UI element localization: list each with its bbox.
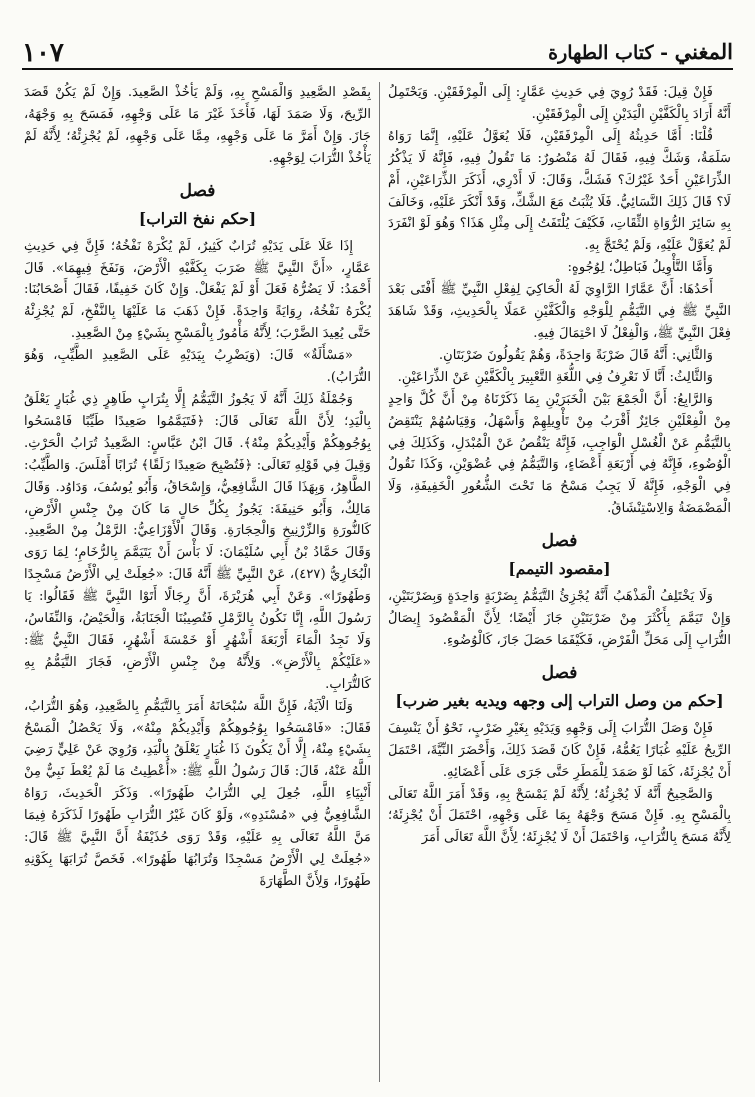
text-paragraph: أَحَدُهَا: أَنَّ عَمَّارًا الرَّاوِيَ لَهُ الْحَاكِيَ لِفِعْلِ النَّبِيِّ ﷺ أَفْتَى بَعْدَ النَّبِيِّ ﷺ فِي التَّيَمُّمِ لِلْوَجْهِ وَالْكَفَّيْنِ عَمَلًا بِالْحَدِيثِ، وَقَدْ شَاهَدَ فِعْلَ النَّبِيِّ ﷺ، وَالْفِعْلُ لَا احْتِمَالَ فِيهِ. [388,282,731,341]
title-separator: - [653,42,675,64]
text-paragraph: وَلَا يَخْتَلِفُ الْمَذْهَبُ أَنَّهُ يُجْزِئُ التَّيَمُّمُ بِضَرْبَةٍ وَاحِدَةٍ وَبِضَرْبَتَيْنِ، وَإِنْ تَيَمَّمَ بِأَكْثَرَ مِنْ ضَرْبَتَيْنِ جَازَ أَيْضًا؛ لِأَنَّ الْمَقْصُودَ إِيصَالُ التُّرَابِ إِلَى مَحَلِّ الْفَرْضِ، فَكَيْفَمَا حَصَلَ جَازَ، كَالْوُضُوءِ. [388,589,731,648]
text-paragraph: وَالرَّابِعُ: أَنَّ الْجَمْعَ بَيْنَ الْخَبَرَيْنِ بِمَا ذَكَرْنَاهُ مِنْ أَنَّ كُلَّ وَاحِدٍ مِنْ الْفِعْلَيْنِ جَائِزٌ أَقْرَبُ مِنْ تَأْوِيلِهِمْ وَأَسْهَلُ، وَقِيَاسُهُمْ يَنْتَقِضُ بِالتَّيَمُّمِ عَنْ الْغُسْلِ الْوَاجِبِ، فَإِنَّهُ يَنْقُصُ عَنْ الْمُبْدَلِ، وَكَذَلِكَ فِي الْوُضُوءِ، فَإِنَّهُ فِي أَرْبَعَةِ أَعْضَاءٍ، وَالتَّيَمُّمُ فِي عُضْوَيْنِ، وَكَذَا نَقُولُ فِي الْوَجْهِ، فَإِنَّهُ لَا يَجِبُ مَسْحُ مَا تَحْتَ الشُّعُورِ الْخَفِيفَةِ، وَلَا الْمَضْمَضَةُ وَالِاسْتِنْشَاقُ. [388,391,731,517]
chapter-title: كتاب الطهارة [548,42,654,64]
book-title: المغني [674,39,733,64]
text-paragraph: قُلْنَا: أَمَّا حَدِيثُهُ إِلَى الْمِرْفَقَيْنِ، فَلَا يُعَوَّلُ عَلَيْهِ، إِنَّمَا رَوَاهُ سَلَمَةُ، وَشَكَّ فِيهِ، فَقَالَ لَهُ مَنْصُورٌ: مَا تَقُولُ فِيهِ، فَإِنَّهُ لَا يَذْكُرُ الذِّرَاعَيْنِ أَحَدٌ غَيْرُكَ؟ فَشَكَّ، وَقَالَ: لَا أَدْرِي، أَذَكَرَ الذِّرَاعَيْنِ، أَمْ لَا؟ قَالَ ذَلِكَ النَّسَائِيُّ. فَلَا يُثْبَتُ مَعَ الشَّكِّ، وَقَدْ أَنْكَرَ عَلَيْهِ، وَخَالَفَ بِهِ سَائِرَ الرُّوَاةِ الثِّقَاتِ، فَكَيْفَ يُلْتَفَتُ إِلَى مِثْلِ هَذَا؟ وَهُوَ لَوْ انْفَرَدَ لَمْ يُعَوَّلْ عَلَيْهِ، وَلَمْ يُحْتَجَّ بِهِ. [388,128,731,254]
text-paragraph: إِذَا عَلَا عَلَى يَدَيْهِ تُرَابٌ كَثِيرٌ، لَمْ يُكْرَهْ نَفْخُهُ؛ فَإِنَّ فِي حَدِيثِ عَمَّارٍ، «أَنَّ النَّبِيَّ ﷺ ضَرَبَ بِكَفَّيْهِ الْأَرْضَ، وَنَفَخَ فِيهِمَا». قَالَ أَحْمَدُ: لَا يَضُرُّهُ فَعَلَ أَوْ لَمْ يَفْعَلْ. وَإِنْ كَانَ خَفِيفًا، فَقَالَ أَصْحَابُنَا: يُكْرَهُ نَفْخُهُ، رِوَايَةً وَاحِدَةً. فَإِنْ ذَهَبَ مَا عَلَيْهَا بِالنَّفْخِ، لَمْ يُجْزِئْهُ حَتَّى يُعِيدَ الضَّرْبَ؛ لِأَنَّهُ مَأْمُورٌ بِالْمَسْحِ بِشَيْءٍ مِنْ الصَّعِيدِ. [24,238,371,342]
text-paragraph: وَالثَّانِي: أَنَّهُ قَالَ ضَرْبَةً وَاحِدَةً، وَهُمْ يَقُولُونَ ضَرْبَتَانِ. [438,347,713,363]
text-paragraph: فَإِنْ وَصَلَ التُّرَابَ إِلَى وَجْهِهِ وَيَدَيْهِ بِغَيْرِ ضَرْبٍ، نَحْوُ أَنْ يَنْسِفَ الرِّيحُ عَلَيْهِ غُبَارًا يَعُمُّهُ، فَإِنْ كَانَ قَصَدَ ذَلِكَ، وَأَحْضَرَ النِّيَّةَ، احْتَمَلَ أَنْ يُجْزِئَهُ، كَمَا لَوْ صَمَدَ لِلْمَطَرِ حَتَّى جَرَى عَلَى أَعْضَائِهِ. [388,720,731,780]
text-paragraph: فَإِنْ قِيلَ: فَقَدْ رُوِيَ فِي حَدِيثِ عَمَّارٍ: إِلَى الْمِرْفَقَيْنِ. وَيَحْتَمِلُ أَنَّهُ أَرَادَ بِالْكَفَّيْنِ الْيَدَيْنِ إِلَى الْمِرْفَقَيْنِ. [388,85,731,122]
right-column [388,82,731,1082]
section-subheading: [حكم نفخ التراب] [138,208,257,228]
text-paragraph: بِقَصْدِ الصَّعِيدِ وَالْمَسْحِ بِهِ، وَلَمْ يَأْخُذْ الصَّعِيدَ. وَإِنْ لَمْ يَكُنْ قَصَدَ الرِّيحَ، وَلَا صَمَدَ لَهَا، فَأَخَذَ غَيْرَ مَا عَلَى وَجْهِهِ، فَمَسَحَ بِهِ وَجْهَهُ، جَازَ. وَإِنْ أَمَرَّ مَا عَلَى وَجْهِهِ، مِمَّا عَلَى وَجْهِهِ، لَمْ يُجْزِئْهُ؛ لِأَنَّهُ لَمْ يَأْخُذْ التُّرَابَ لِوَجْهِهِ. [24,85,371,166]
section-heading: فصل [541,662,578,683]
text-paragraph: وَالصَّحِيحُ أَنَّهُ لَا يُجْزِئُهُ؛ لِأَنَّهُ لَمْ يَمْسَحْ بِهِ، وَقَدْ أَمَرَ اللَّهُ تَعَالَى بِالْمَسْحِ بِهِ. فَإِنْ مَسَحَ وَجْهَهُ بِمَا عَلَى وَجْهِهِ، احْتَمَلَ أَنْ يُجْزِئَهُ؛ لِأَنَّهُ مَسَحَ بِالتُّرَابِ، وَاحْتَمَلَ أَنْ لَا يُجْزِئَهُ؛ لِأَنَّ اللَّهَ تَعَالَى أَمَرَ [388,786,731,846]
section-subheading: [حكم من وصل التراب إلى وجهه ويديه بغير ضرب] [395,690,724,710]
text-paragraph: وَالثَّالِثُ: أَنَّا لَا نَعْرِفُ فِي اللُّغَةِ التَّعْبِيرَ بِالْكَفَّيْنِ عَنْ الذِّرَاعَيْنِ. [397,369,713,385]
section-subheading: [مقصود التيمم] [508,559,611,579]
page-number: ١٠٧ [22,38,64,68]
section-heading: فصل [541,531,578,552]
text-paragraph: وَأَمَّا التَّأْوِيلُ فَبَاطِلٌ؛ لِوُجُوهٍ: [567,260,713,276]
column-divider [379,82,380,1082]
left-column [24,82,371,1082]
text-paragraph: «مَسْأَلَةٌ» قَالَ: (وَيَضْرِبُ بِيَدَيْهِ عَلَى الصَّعِيدِ الطَّيِّبِ، وَهُوَ التُّرَابُ). [24,348,371,386]
text-paragraph: وَلَنَا الْآيَةُ، فَإِنَّ اللَّهَ سُبْحَانَهُ أَمَرَ بِالتَّيَمُّمِ بِالصَّعِيدِ، وَهُوَ التُّرَابُ، فَقَالَ: «فَامْسَحُوا بِوُجُوهِكُمْ وَأَيْدِيكُمْ مِنْهُ»، وَلَا يَحْصُلُ الْمَسْحُ بِشَيْءٍ مِنْهُ، إِلَّا أَنْ يَكُونَ ذَا غُبَارٍ يَعْلَقُ بِالْيَدِ، وَرُوِيَ عَنْ عَلِيٍّ رَضِيَ اللَّهُ عَنْهُ، قَالَ: قَالَ رَسُولُ اللَّهِ ﷺ: «أُعْطِيتُ مَا لَمْ يُعْطَ نَبِيٌّ مِنْ أَنْبِيَاءِ اللَّهِ، جُعِلَ لِي التُّرَابُ طَهُورًا». وَذَكَرَ الْحَدِيثَ، رَوَاهُ الشَّافِعِيُّ فِي «مُسْنَدِهِ»، وَلَوْ كَانَ غَيْرُ التُّرَابِ طَهُورًا لَذَكَرَهُ فِيمَا مَنَّ اللَّهُ تَعَالَى بِهِ عَلَيْهِ، وَقَدْ رَوَى حُذَيْفَةُ أَنَّ النَّبِيَّ ﷺ قَالَ: «جُعِلَتْ لِي الْأَرْضُ مَسْجِدًا وَتُرَابُهَا طَهُورًا». فَخَصَّ تُرَابَهَا بِكَوْنِهِ طَهُورًا، وَلِأَنَّ الطَّهَارَةَ [24,698,371,889]
section-heading: فصل [179,180,216,201]
running-title [548,37,733,68]
page-header [22,36,733,70]
text-paragraph: وَجُمْلَةُ ذَلِكَ أَنَّهُ لَا يَجُوزُ التَّيَمُّمُ إِلَّا بِتُرَابٍ طَاهِرٍ ذِي غُبَارٍ يَعْلَقُ بِالْيَدِ؛ لِأَنَّ اللَّهَ تَعَالَى قَالَ: ﴿فَتَيَمَّمُوا صَعِيدًا طَيِّبًا فَامْسَحُوا بِوُجُوهِكُمْ وَأَيْدِيكُمْ مِنْهُ﴾. قَالَ ابْنُ عَبَّاسٍ: الصَّعِيدُ تُرَابُ الْحَرْثِ. وَقِيلَ فِي قَوْلِهِ تَعَالَى: ﴿فَتُصْبِحَ صَعِيدًا زَلَقًا﴾ تُرَابًا أَمْلَسَ. وَالطَّيِّبُ: الطَّاهِرُ، وَبِهَذَا قَالَ الشَّافِعِيُّ، وَإِسْحَاقُ، وَأَبُو يُوسُفَ، وَدَاوُد. وَقَالَ مَالِكٌ، وَأَبُو حَنِيفَةَ: يَجُوزُ بِكُلِّ حَالٍ مَا كَانَ مِنْ جِنْسِ الْأَرْضِ، كَالنُّورَةِ وَالزِّرْنِيخِ وَالْحِجَارَةِ. وَقَالَ الْأَوْزَاعِيُّ: الرَّمْلُ مِنْ الصَّعِيدِ. وَقَالَ حَمَّادُ بْنُ أَبِي سُلَيْمَانَ: لَا بَأْسَ أَنْ يَتَيَمَّمَ بِالرُّخَامِ؛ لِمَا رَوَى الْبُخَارِيُّ (٤٢٧)، عَنْ النَّبِيِّ ﷺ أَنَّهُ قَالَ: «جُعِلَتْ لِي الْأَرْضُ مَسْجِدًا وَطَهُورًا». وَعَنْ أَبِي هُرَيْرَةَ، أَنَّ رِجَالًا أَتَوْا النَّبِيَّ ﷺ فَقَالُوا: يَا رَسُولَ اللَّهِ، إِنَّا نَكُونُ بِالرَّمْلِ فَتُصِيبُنَا الْجَنَابَةُ، وَالْحَيْضُ، وَالنِّفَاسُ، وَلَا نَجِدُ الْمَاءَ أَرْبَعَةَ أَشْهُرٍ أَوْ خَمْسَةَ أَشْهُرٍ، فَقَالَ النَّبِيُّ ﷺ: «عَلَيْكُمْ بِالْأَرْضِ». وَلِأَنَّهُ مِنْ جِنْسِ الْأَرْضِ، فَجَازَ التَّيَمُّمُ بِهِ كَالتُّرَابِ. [24,391,371,692]
